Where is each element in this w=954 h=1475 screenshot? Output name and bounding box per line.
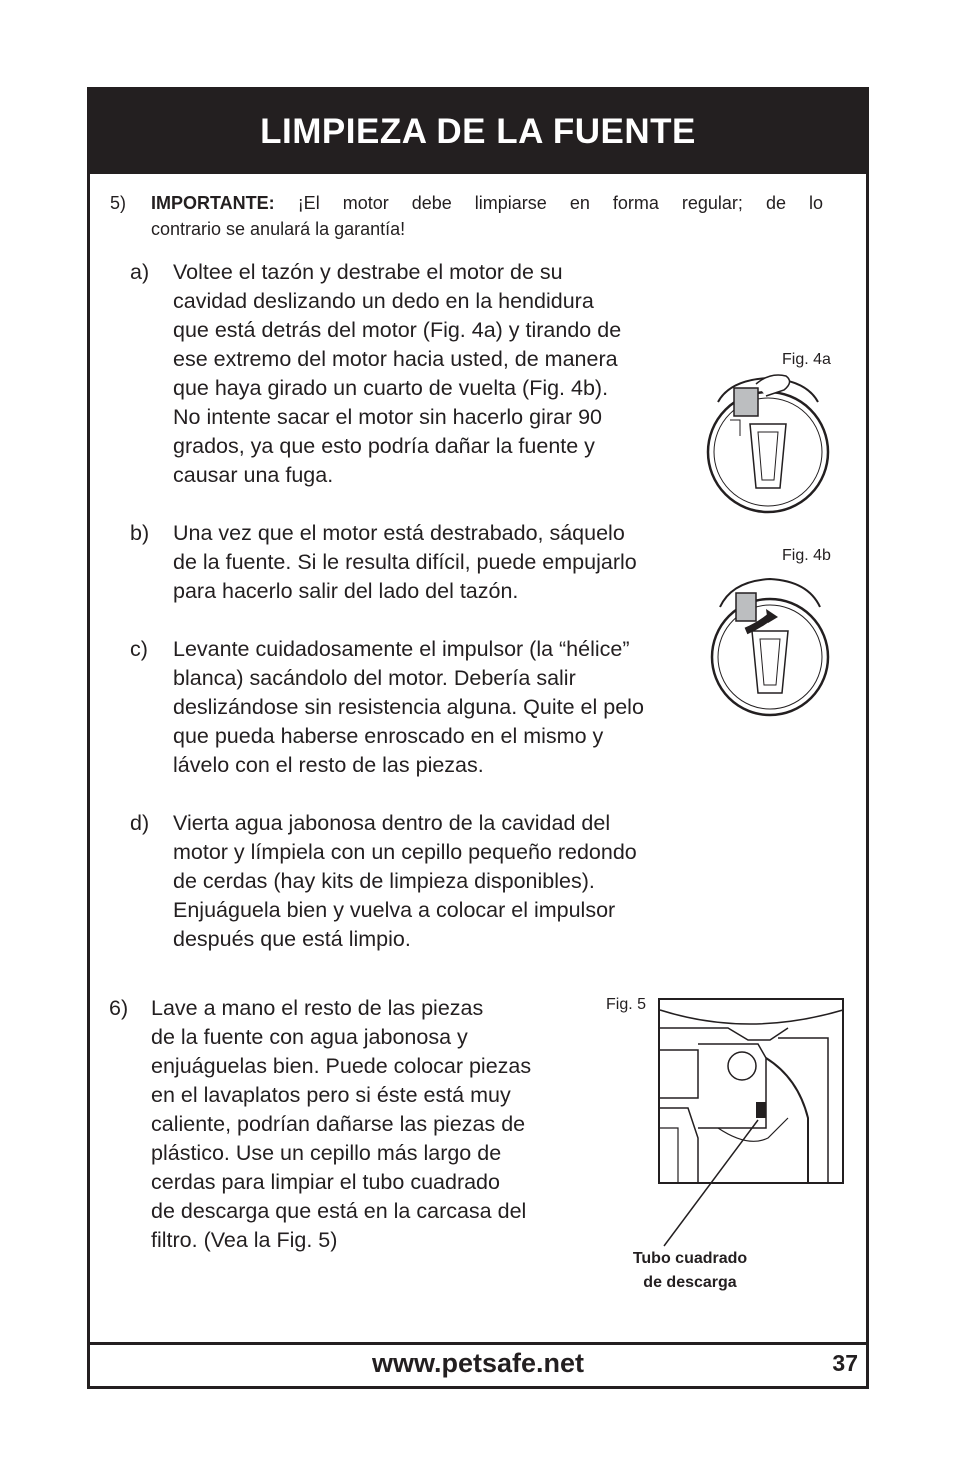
footer-url[interactable]: www.petsafe.net <box>371 1348 585 1378</box>
item-c-text <box>173 635 644 780</box>
step6-line: enjuáguelas bien. Puede colocar piezas <box>151 1054 532 1078</box>
item-c-line: que pueda haberse enroscado en el mismo y <box>173 724 604 748</box>
step6-line: plástico. Use un cepillo más largo de <box>151 1141 502 1165</box>
fig5-callout-line2: de descarga <box>643 1274 737 1291</box>
item-a-line: que está detrás del motor (Fig. 4a) y tirando de <box>173 318 622 342</box>
item-c-line: blanca) sacándolo del motor. Debería salir <box>173 666 576 690</box>
fig5-leader-line <box>660 1110 770 1250</box>
item-c-line: lávelo con el resto de las piezas. <box>173 753 484 777</box>
fig5-callout <box>600 1247 780 1295</box>
item-b-line: Una vez que el motor está destrabado, sáquelo <box>173 521 625 545</box>
step6-text <box>151 994 531 1255</box>
fig4b-caption: Fig. 4b <box>782 547 831 564</box>
step6-line: caliente, podrían dañarse las piezas de <box>151 1112 526 1136</box>
step5-text1: ¡El motor debe limpiarse en forma regular; de lo <box>297 193 823 213</box>
item-b-line: para hacerlo salir del lado del tazón. <box>173 579 519 603</box>
section-header <box>90 90 866 174</box>
item-a-line: grados, ya que esto podría dañar la fuente y <box>173 434 595 458</box>
step6-line: filtro. (Vea la Fig. 5) <box>151 1228 338 1252</box>
item-a-line: que haya girado un cuarto de vuelta (Fig. 4b). <box>173 376 609 400</box>
item-a-line: No intente sacar el motor sin hacerlo girar 90 <box>173 405 603 429</box>
item-a-line: ese extremo del motor hacia usted, de manera <box>173 347 618 371</box>
footer-divider <box>90 1342 866 1345</box>
item-b-label: b) <box>130 521 150 545</box>
step6-line: cerdas para limpiar el tubo cuadrado <box>151 1170 500 1194</box>
step5-bold: IMPORTANTE: <box>151 193 275 213</box>
step5-line2: contrario se anulará la garantía! <box>151 219 406 239</box>
fig5-callout-line1: Tubo cuadrado <box>632 1250 748 1267</box>
item-d-line: de cerdas (hay kits de limpieza disponibles). <box>173 869 595 893</box>
item-d-line: después que está limpio. <box>173 927 411 951</box>
item-d-line: motor y límpiela con un cepillo pequeño redondo <box>173 840 637 864</box>
fig4a-caption: Fig. 4a <box>782 351 831 368</box>
step6-line: Lave a mano el resto de las piezas <box>151 996 484 1020</box>
item-c-label: c) <box>130 637 148 661</box>
fig4a-illustration <box>700 362 840 527</box>
step6-number: 6) <box>109 996 129 1020</box>
item-d-label: d) <box>130 811 150 835</box>
item-b-text <box>173 519 637 606</box>
item-a-line: cavidad deslizando un dedo en la hendidura <box>173 289 594 313</box>
page-title: LIMPIEZA DE LA FUENTE <box>260 112 696 151</box>
item-b-line: de la fuente. Si le resulta difícil, puede empujarlo <box>173 550 637 574</box>
fig5-caption: Fig. 5 <box>606 996 647 1013</box>
item-d-line: Enjuáguela bien y vuelva a colocar el impulsor <box>173 898 616 922</box>
item-d-text <box>173 809 637 954</box>
item-a-label: a) <box>130 260 150 284</box>
item-c-line: Levante cuidadosamente el impulsor (la “hélice” <box>173 637 630 661</box>
fig4b-illustration <box>700 573 840 728</box>
step6-line: de la fuente con agua jabonosa y <box>151 1025 468 1049</box>
item-d-line: Vierta agua jabonosa dentro de la cavidad del <box>173 811 611 835</box>
step5-line1 <box>151 191 823 215</box>
step5-number: 5) <box>110 193 127 213</box>
item-a-line: causar una fuga. <box>173 463 334 487</box>
step6-line: en el lavaplatos pero si éste está muy <box>151 1083 511 1107</box>
item-c-line: deslizándose sin resistencia alguna. Quite el pelo <box>173 695 644 719</box>
page-number: 37 <box>832 1350 858 1376</box>
item-a-text <box>173 258 621 490</box>
item-a-line: Voltee el tazón y destrabe el motor de su <box>173 260 563 284</box>
step6-line: de descarga que está en la carcasa del <box>151 1199 527 1223</box>
